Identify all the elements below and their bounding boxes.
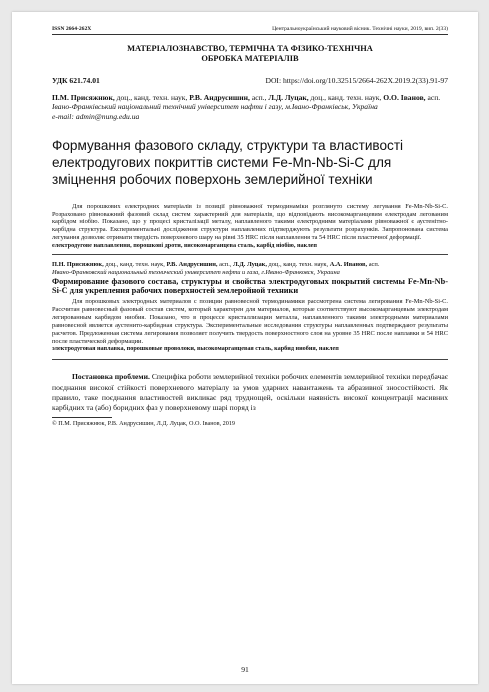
article-title-ua: Формування фазового складу, структури та властивості електродугових покриттів системи Fe-Mn-Nb-Si-C для зміцнення робочих поверхонь землерийної техніки — [52, 138, 404, 187]
running-header — [52, 26, 448, 35]
author-name: П.М. Присяжнюк, — [52, 93, 115, 102]
author-title: асп., — [249, 93, 269, 102]
page-number: 91 — [241, 665, 249, 674]
intro-heading: Постановка проблеми. — [72, 372, 150, 382]
doi-link[interactable]: DOI: https://doi.org/10.32515/2664-262X.2019.2(33).91-97 — [265, 76, 448, 85]
author-name: О.О. Іванов, — [383, 93, 426, 102]
author-name: Р.В. Андрусишин, — [189, 93, 250, 102]
issn: ISSN 2664-262X — [52, 26, 92, 32]
author-name: П.Н. Присяжнюк, — [52, 261, 104, 269]
abstract-ru — [52, 298, 448, 353]
intro-paragraph — [52, 372, 448, 413]
author-title: доц., канд. техн. наук, — [266, 261, 330, 269]
author-title: доц., канд. техн. наук, — [114, 93, 190, 102]
authors-ru — [52, 261, 448, 269]
intro-text: Специфіка роботи землерийної техніки робочих елементів землерийної техніки передбачає поєднання високої стійкості поверхневого матеріалу за умов ударних навантажень та абразивної зносостійкості. Як правило, таке поєднання властивостей викликає ряд труднощей, оскільки наявність високої концентрації масивних карбідних та (або) боридних фаз у поверхневому шарі поряд із — [52, 372, 448, 412]
journal-page — [12, 12, 478, 684]
author-name: А.А. Иванов, — [329, 261, 368, 269]
abstract-ua — [52, 203, 448, 250]
author-name: Р.В. Андрусишин, — [166, 261, 218, 269]
author-title: доц., канд. техн. наук, — [308, 93, 384, 102]
article-title-ru: Формирование фазового состава, структуры и свойства электродуговых покрытий системы Fe-Mn-Nb-Si-C для укрепления рабочих поверхностей землеройной техники — [52, 276, 448, 296]
author-name: Л.Д. Луцак, — [233, 261, 267, 269]
abstract-ru-text: Для порошковых электродных материалов с позиции равновесной термодинамики рассмотрена система легирования Fe-Mn-Nb-Si-C. Рассчитан равновесный фазовый состав систем, который характерен для материалов, которые соответствуют высокомарганцевым электродам легированным карбидом ниобия. Показано, что в процессе кристаллизации металла, наплавленного такими электродными материалами равновесной является аустенито-карбидная структура. Экспериментальные исследования структуры наплавленных подтверждают результаты расчетов. Предложенная система легирования позволяет получить твердость поверхностного слоя на уровне 35 HRC после наплавки и 54 HRC после пластической деформации. — [52, 298, 448, 345]
author-title: асп. — [367, 261, 380, 269]
section-title-line2: ОБРОБКА МАТЕРІАЛІВ — [201, 54, 299, 63]
introduction — [52, 372, 448, 413]
footnote-rule — [52, 417, 112, 418]
divider — [52, 359, 448, 360]
divider — [52, 254, 448, 255]
author-name: Л.Д. Луцак, — [268, 93, 309, 102]
udk: УДК 621.74.01 — [52, 76, 100, 85]
russian-block — [52, 261, 448, 353]
author-title: асп. — [425, 93, 441, 102]
keywords-ua: електродугове наплавлення, порошкові дроти, високомарганцева сталь, карбід ніобію, наклеп — [52, 242, 317, 250]
udk-doi-row — [52, 76, 448, 85]
author-title: доц., канд. техн. наук, — [103, 261, 167, 269]
email[interactable]: e-mail: admin@nung.edu.ua — [52, 111, 140, 121]
abstract-ua-text: Для порошкових електродних матеріалів із позиції рівноважної термодинаміки розглянуто систему легування Fe-Mn-Nb-Si-C. Розраховано рівноважний фазовий склад систем характерний для матеріалів, що відповідають високомарганцевим електродам легованим карбідом ніобію. Показано, що у процесі кристалізації металу, наплавленого такими електродними матеріалами рівноважної є аустенітно-карбідна структура. Експериментальні дослідження структури наплавлених підтверджують результати розрахунків. Запропонована система легування дозволяє отримати твердість поверхневого шару на рівні 35 HRC після наплавлення та 54 HRC після пластичної деформації. — [52, 202, 448, 242]
authors-ua — [52, 93, 448, 102]
copyright-footnote: © П.М. Присяжнюк, Р.В. Андрусишин, Л.Д. Луцак, О.О. Іванов, 2019 — [52, 420, 236, 428]
affiliation-ua: Івано-Франківський національний технічний університет нафти і газу, м.Івано-Франківськ, Україна — [52, 102, 378, 112]
affiliation-ru: Ивано-Франковский национальный технический университет нефти и газа, г.Ивано-Франковск, Украина — [52, 268, 340, 276]
author-title: асп., — [217, 261, 234, 269]
journal-name: Центральноукраїнський науковий вісник. Технічні науки, 2019, вип. 2(33) — [272, 26, 448, 32]
keywords-ru: электродуговая наплавка, порошковые проволоки, высокомарганцевая сталь, карбид ниобия, наклеп — [52, 345, 339, 353]
section-title-line1: МАТЕРІАЛОЗНАВСТВО, ТЕРМІЧНА ТА ФІЗИКО-ТЕХНІЧНА — [127, 44, 373, 53]
section-title — [52, 44, 448, 64]
